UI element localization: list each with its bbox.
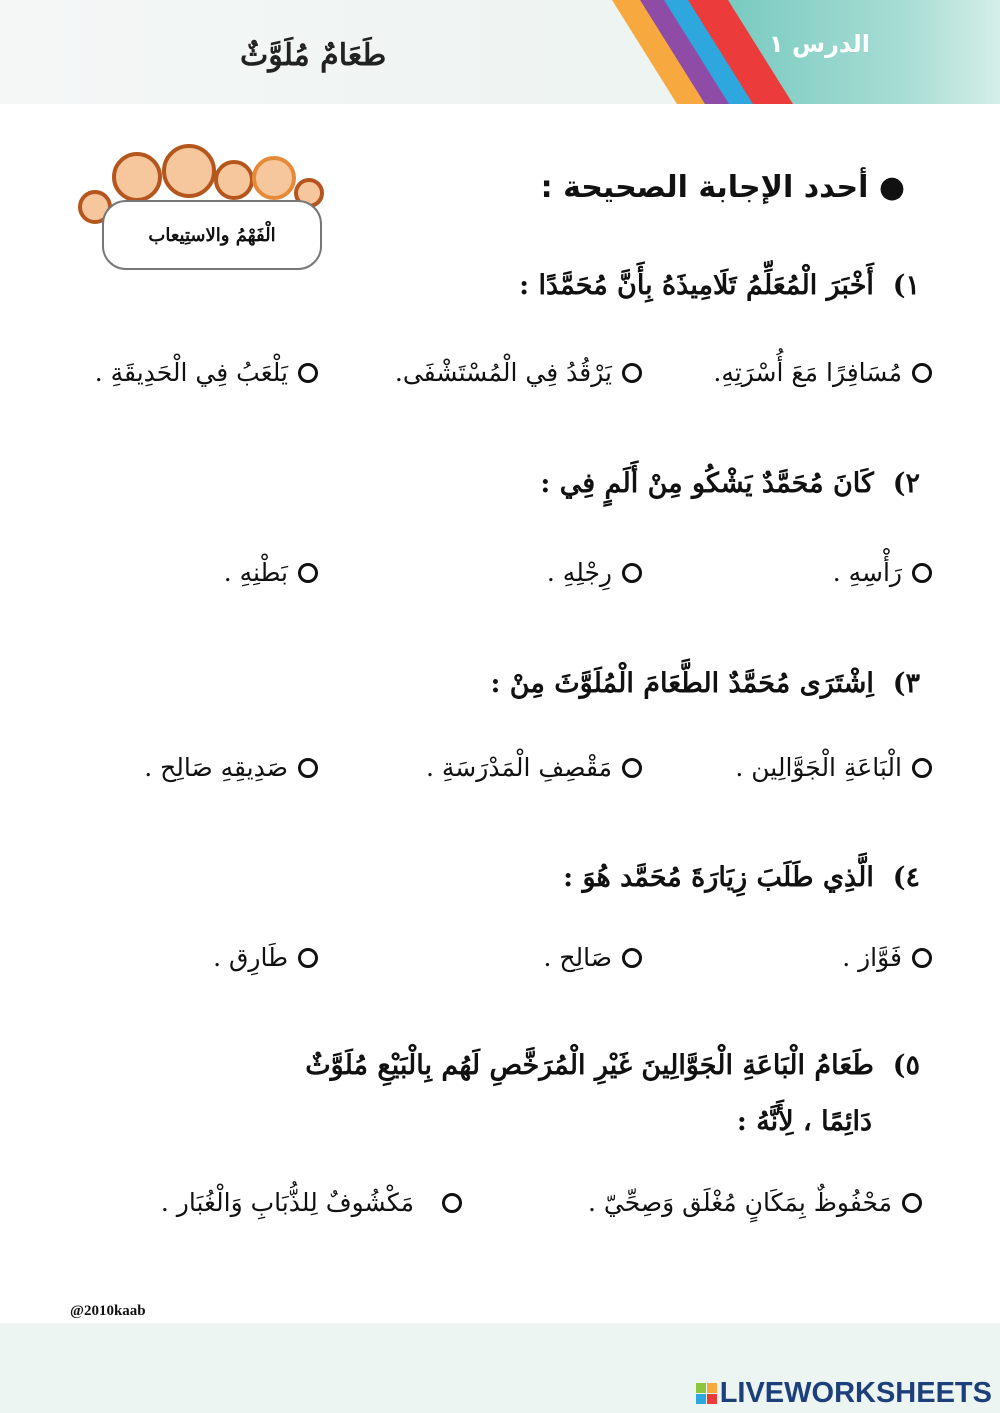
- lesson-title: طَعَامٌ مُلَوَّثٌ: [240, 38, 387, 73]
- logo-text: LIVEWORKSHEETS: [719, 1377, 992, 1409]
- radio-icon[interactable]: [912, 363, 932, 383]
- instruction-heading: ● أحدد الإجابة الصحيحة :: [540, 170, 905, 205]
- option-label: مُسَافِرًا مَعَ أُسْرَتِهِ.: [713, 358, 902, 387]
- question-number: ١): [892, 270, 920, 301]
- option-2b[interactable]: [547, 558, 642, 587]
- question-5: [305, 1050, 920, 1081]
- question-text: الَّذِي طَلَبَ زِيَارَةَ مُحَمَّد هُوَ :: [563, 862, 874, 893]
- radio-icon[interactable]: [442, 1193, 462, 1213]
- radio-icon[interactable]: [622, 563, 642, 583]
- radio-icon[interactable]: [298, 563, 318, 583]
- radio-icon[interactable]: [912, 758, 932, 778]
- question-text: كَانَ مُحَمَّدٌ يَشْكُو مِنْ أَلَمٍ فِي :: [540, 468, 874, 499]
- option-5b[interactable]: [161, 1188, 462, 1217]
- option-label: مَكْشُوفٌ لِلذُّبَابِ وَالْغُبَار .: [160, 1188, 415, 1217]
- option-1a[interactable]: [713, 358, 932, 387]
- header-bar: [0, 0, 1000, 104]
- option-label: يَرْقُدُ فِي الْمُسْتَشْفَى.: [394, 358, 612, 387]
- radio-icon[interactable]: [298, 948, 318, 968]
- option-1b[interactable]: [395, 358, 642, 387]
- kids-illustration: [72, 140, 322, 272]
- question-number: ٣): [892, 668, 920, 699]
- question-text: أَخْبَرَ الْمُعَلِّمُ تَلَامِيذَهُ بِأَنَّ مُحَمَّدًا :: [519, 270, 874, 301]
- question-2: [540, 468, 920, 499]
- option-label: صَالِح .: [543, 943, 612, 972]
- option-3a[interactable]: [735, 753, 932, 782]
- option-label: طَارِق .: [213, 943, 288, 972]
- option-label: بَطْنِهِ .: [223, 558, 288, 587]
- question-text: اِشْتَرَى مُحَمَّدٌ الطَّعَامَ الْمُلَوَّثَ مِنْ :: [490, 668, 874, 699]
- question-number: ٥): [892, 1050, 920, 1081]
- comprehension-badge: الْفَهْمُ والاستِيعاب: [102, 200, 322, 270]
- option-5a[interactable]: [588, 1188, 922, 1217]
- option-4b[interactable]: [544, 943, 643, 972]
- logo-grid-icon: [696, 1383, 717, 1404]
- option-label: مَحْفُوظٌ بِمَكَانٍ مُغْلَق وَصِحِّيّ .: [588, 1188, 892, 1217]
- option-label: الْبَاعَةِ الْجَوَّالِين .: [735, 753, 902, 782]
- radio-icon[interactable]: [298, 363, 318, 383]
- radio-icon[interactable]: [622, 758, 642, 778]
- question-4: [563, 862, 920, 893]
- option-label: صَدِيقِهِ صَالِح .: [144, 753, 288, 782]
- option-label: مَقْصِفِ الْمَدْرَسَةِ .: [426, 753, 612, 782]
- lesson-label: الدرس ١: [768, 30, 870, 58]
- liveworksheets-logo[interactable]: [696, 1377, 992, 1410]
- option-label: يَلْعَبُ فِي الْحَدِيقَةِ .: [94, 358, 288, 387]
- option-label: رِجْلِهِ .: [546, 558, 612, 587]
- option-2a[interactable]: [833, 558, 932, 587]
- radio-icon[interactable]: [912, 948, 932, 968]
- question-1: [519, 270, 920, 301]
- option-2c[interactable]: [224, 558, 318, 587]
- radio-icon[interactable]: [298, 758, 318, 778]
- option-4a[interactable]: [842, 943, 932, 972]
- author-credit: @2010kaab: [70, 1303, 146, 1319]
- option-4c[interactable]: [213, 943, 318, 972]
- option-3c[interactable]: [144, 753, 318, 782]
- radio-icon[interactable]: [622, 948, 642, 968]
- question-5-line2: دَائِمًا ، لِأَنَّهُ :: [736, 1106, 872, 1137]
- question-number: ٤): [892, 862, 920, 893]
- option-3b[interactable]: [426, 753, 642, 782]
- question-number: ٢): [892, 468, 920, 499]
- radio-icon[interactable]: [912, 563, 932, 583]
- option-label: رَأْسِهِ .: [832, 558, 902, 587]
- option-label: فَوَّاز .: [842, 943, 902, 972]
- radio-icon[interactable]: [622, 363, 642, 383]
- option-1c[interactable]: [95, 358, 318, 387]
- question-3: [490, 668, 920, 699]
- instruction-text: أحدد الإجابة الصحيحة :: [540, 170, 869, 205]
- radio-icon[interactable]: [902, 1193, 922, 1213]
- question-text: طَعَامُ الْبَاعَةِ الْجَوَّالِينَ غَيْرِ الْمُرَخَّصِ لَهُم بِالْبَيْعِ مُلَوَّثٌ: [305, 1050, 874, 1081]
